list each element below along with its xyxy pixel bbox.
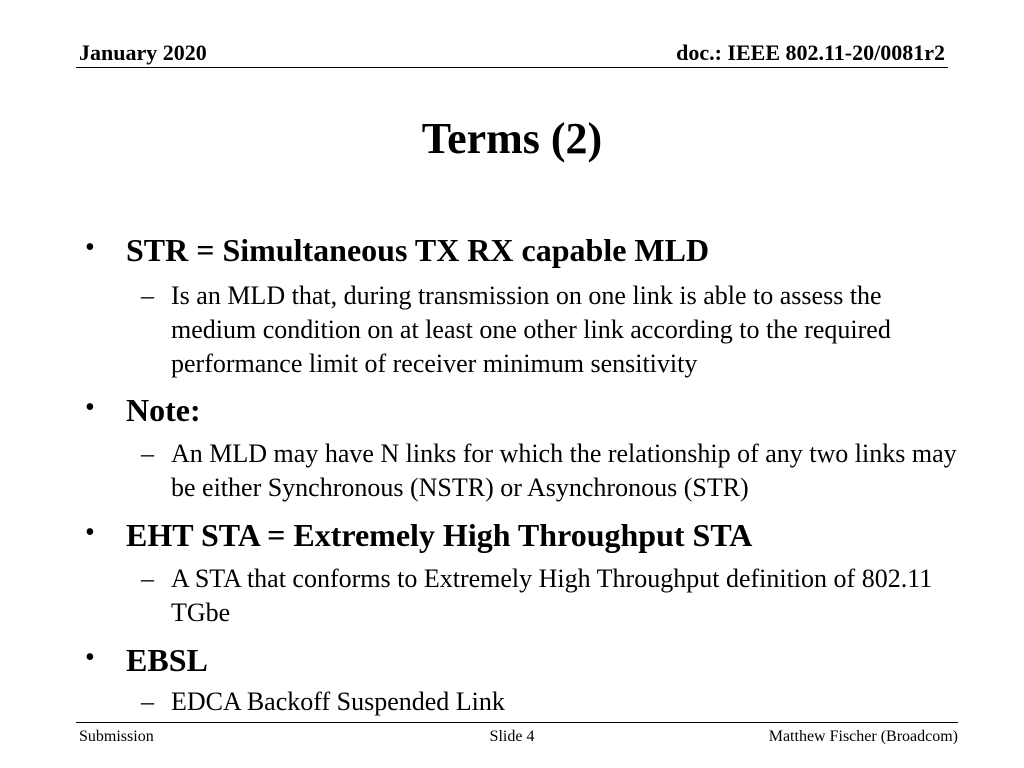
definition-note: An MLD may have N links for which the relationship of any two links may be either Synchronous (NSTR) or Asynchronous (STR) xyxy=(171,439,957,502)
bullet-icon: • xyxy=(85,232,95,263)
dash-icon: – xyxy=(141,687,154,716)
dash-icon: – xyxy=(141,564,154,593)
footer-submission: Submission xyxy=(79,728,154,745)
footer-divider xyxy=(76,722,958,723)
definition-ebsl: EDCA Backoff Suspended Link xyxy=(171,687,505,716)
term-ebsl: EBSL xyxy=(126,642,208,678)
bullet-icon: • xyxy=(85,517,95,548)
term-str: STR = Simultaneous TX RX capable MLD xyxy=(126,232,710,268)
term-note: Note: xyxy=(126,392,201,428)
term-eht-sta: EHT STA = Extremely High Throughput STA xyxy=(126,517,753,553)
header-date: January 2020 xyxy=(79,40,207,65)
bullet-icon: • xyxy=(85,392,95,423)
footer-author: Matthew Fischer (Broadcom) xyxy=(768,728,958,745)
header-doc-id: doc.: IEEE 802.11-20/0081r2 xyxy=(676,40,945,65)
bullet-icon: • xyxy=(85,642,95,673)
slide-title: Terms (2) xyxy=(421,114,603,163)
definition-str: Is an MLD that, during transmission on one link is able to assess the medium condition on at least one other link according to the required performance limit of receiver minimum sensitivity xyxy=(171,281,891,378)
footer-slide-number: Slide 4 xyxy=(489,728,535,745)
dash-icon: – xyxy=(141,439,154,468)
dash-icon: – xyxy=(141,281,154,310)
definition-eht-sta: A STA that conforms to Extremely High Throughput definition of 802.11 TGbe xyxy=(171,564,933,627)
